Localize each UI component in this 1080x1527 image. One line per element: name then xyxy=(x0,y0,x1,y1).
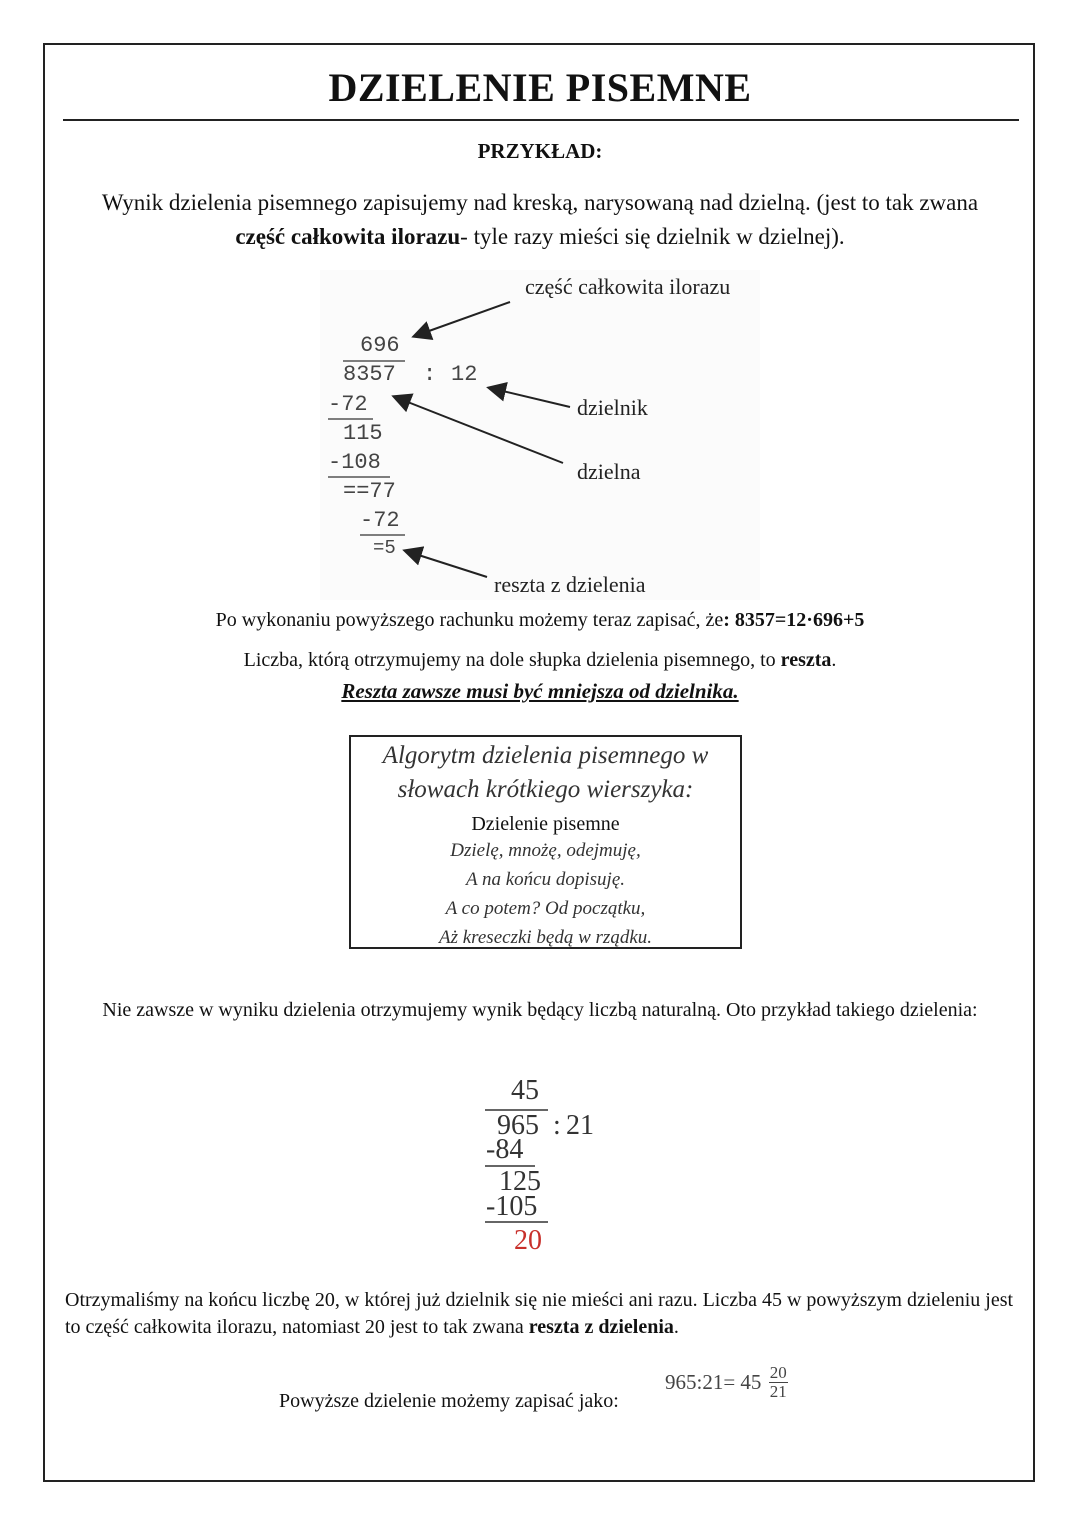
label-dividend: dzielna xyxy=(577,459,641,484)
intro-text-1: Wynik dzielenia pisemnego zapisujemy nad kreską, narysowaną nad dzielną. (jest to tak zwana xyxy=(101,190,979,215)
division-2-step-3: -105 xyxy=(486,1191,538,1222)
final-expression xyxy=(665,1364,788,1401)
remainder-bold: reszta xyxy=(780,649,832,671)
division-2-colon: : xyxy=(553,1110,561,1141)
remainder-rule: Reszta zawsze musi być mniejsza od dzielnika. xyxy=(341,679,739,703)
division-2-step-2: 125 xyxy=(499,1166,541,1197)
fraction xyxy=(769,1364,788,1401)
step-minus-72: -72 xyxy=(328,392,368,417)
remainder-end: . xyxy=(831,649,837,671)
non-natural-paragraph: Nie zawsze w wyniku dzielenia otrzymujemy wynik będący liczbą naturalną. Oto przykład takiego dzielenia: xyxy=(102,999,978,1021)
remainder-text: Liczba, którą otrzymujemy na dole słupka dzielenia pisemnego, to xyxy=(243,649,781,671)
step-115: 115 xyxy=(343,421,383,446)
poem-line: Dzielę, mnożę, odejmuję, xyxy=(450,840,641,861)
quotient-696: 696 xyxy=(360,333,400,358)
conclusion-bold: reszta z dzielenia xyxy=(528,1316,674,1338)
label-remainder: reszta z dzielenia xyxy=(494,572,646,597)
label-divisor: dzielnik xyxy=(577,395,648,420)
example-heading: PRZYKŁAD: xyxy=(477,139,603,163)
conclusion-text: Otrzymaliśmy na końcu liczbę 20, w której już dzielnik się nie mieści ani razu. Liczba 45 w powyższym dzieleniu jest to część całkowita ilorazu, natomiast 20 jest to tak zwana xyxy=(65,1289,1014,1338)
poem-title-line-2: słowach krótkiego wierszyka: xyxy=(397,776,694,803)
intro-text-2: - tyle razy mieści się dzielnik w dzielnej). xyxy=(460,224,845,249)
final-text: Powyższe dzielenie możemy zapisać jako: xyxy=(279,1390,619,1412)
poem-line: A co potem? Od początku, xyxy=(445,898,646,919)
step-minus-108: -108 xyxy=(328,450,381,475)
fraction-numerator: 20 xyxy=(769,1363,787,1382)
final-expr-text: 965:21= 45 xyxy=(665,1370,762,1394)
division-2-step-1: -84 xyxy=(486,1134,524,1165)
label-quotient: część całkowita ilorazu xyxy=(525,274,731,299)
conclusion-paragraph xyxy=(65,1287,1015,1341)
poem-line: Aż kreseczki będą w rządku. xyxy=(439,927,652,948)
division-2-divisor: 21 xyxy=(566,1110,594,1141)
dividend-8357: 8357 xyxy=(343,362,396,387)
remainder-5: =5 xyxy=(373,537,396,559)
division-colon: : xyxy=(423,362,437,387)
division-2-remainder: 20 xyxy=(514,1225,542,1256)
fraction-denominator: 21 xyxy=(769,1382,787,1401)
step-77: ==77 xyxy=(343,479,396,504)
poem-title-line-1: Algorytm dzielenia pisemnego w xyxy=(382,742,709,769)
poem-subtitle: Dzielenie pisemne xyxy=(471,813,620,835)
divisor-12: 12 xyxy=(451,362,478,387)
poem-line: A na końcu dopisuję. xyxy=(465,869,625,890)
division-2-dividend: 965 xyxy=(497,1110,539,1141)
equation-text: Po wykonaniu powyższego rachunku możemy teraz zapisać, że xyxy=(215,609,724,631)
page-title: DZIELENIE PISEMNE xyxy=(328,65,752,110)
step-minus-72-b: -72 xyxy=(360,508,400,533)
equation-bold: : 8357=12·696+5 xyxy=(723,609,865,631)
division-2-quotient: 45 xyxy=(511,1075,539,1106)
intro-bold: część całkowita ilorazu xyxy=(235,224,461,249)
conclusion-end: . xyxy=(673,1316,679,1338)
